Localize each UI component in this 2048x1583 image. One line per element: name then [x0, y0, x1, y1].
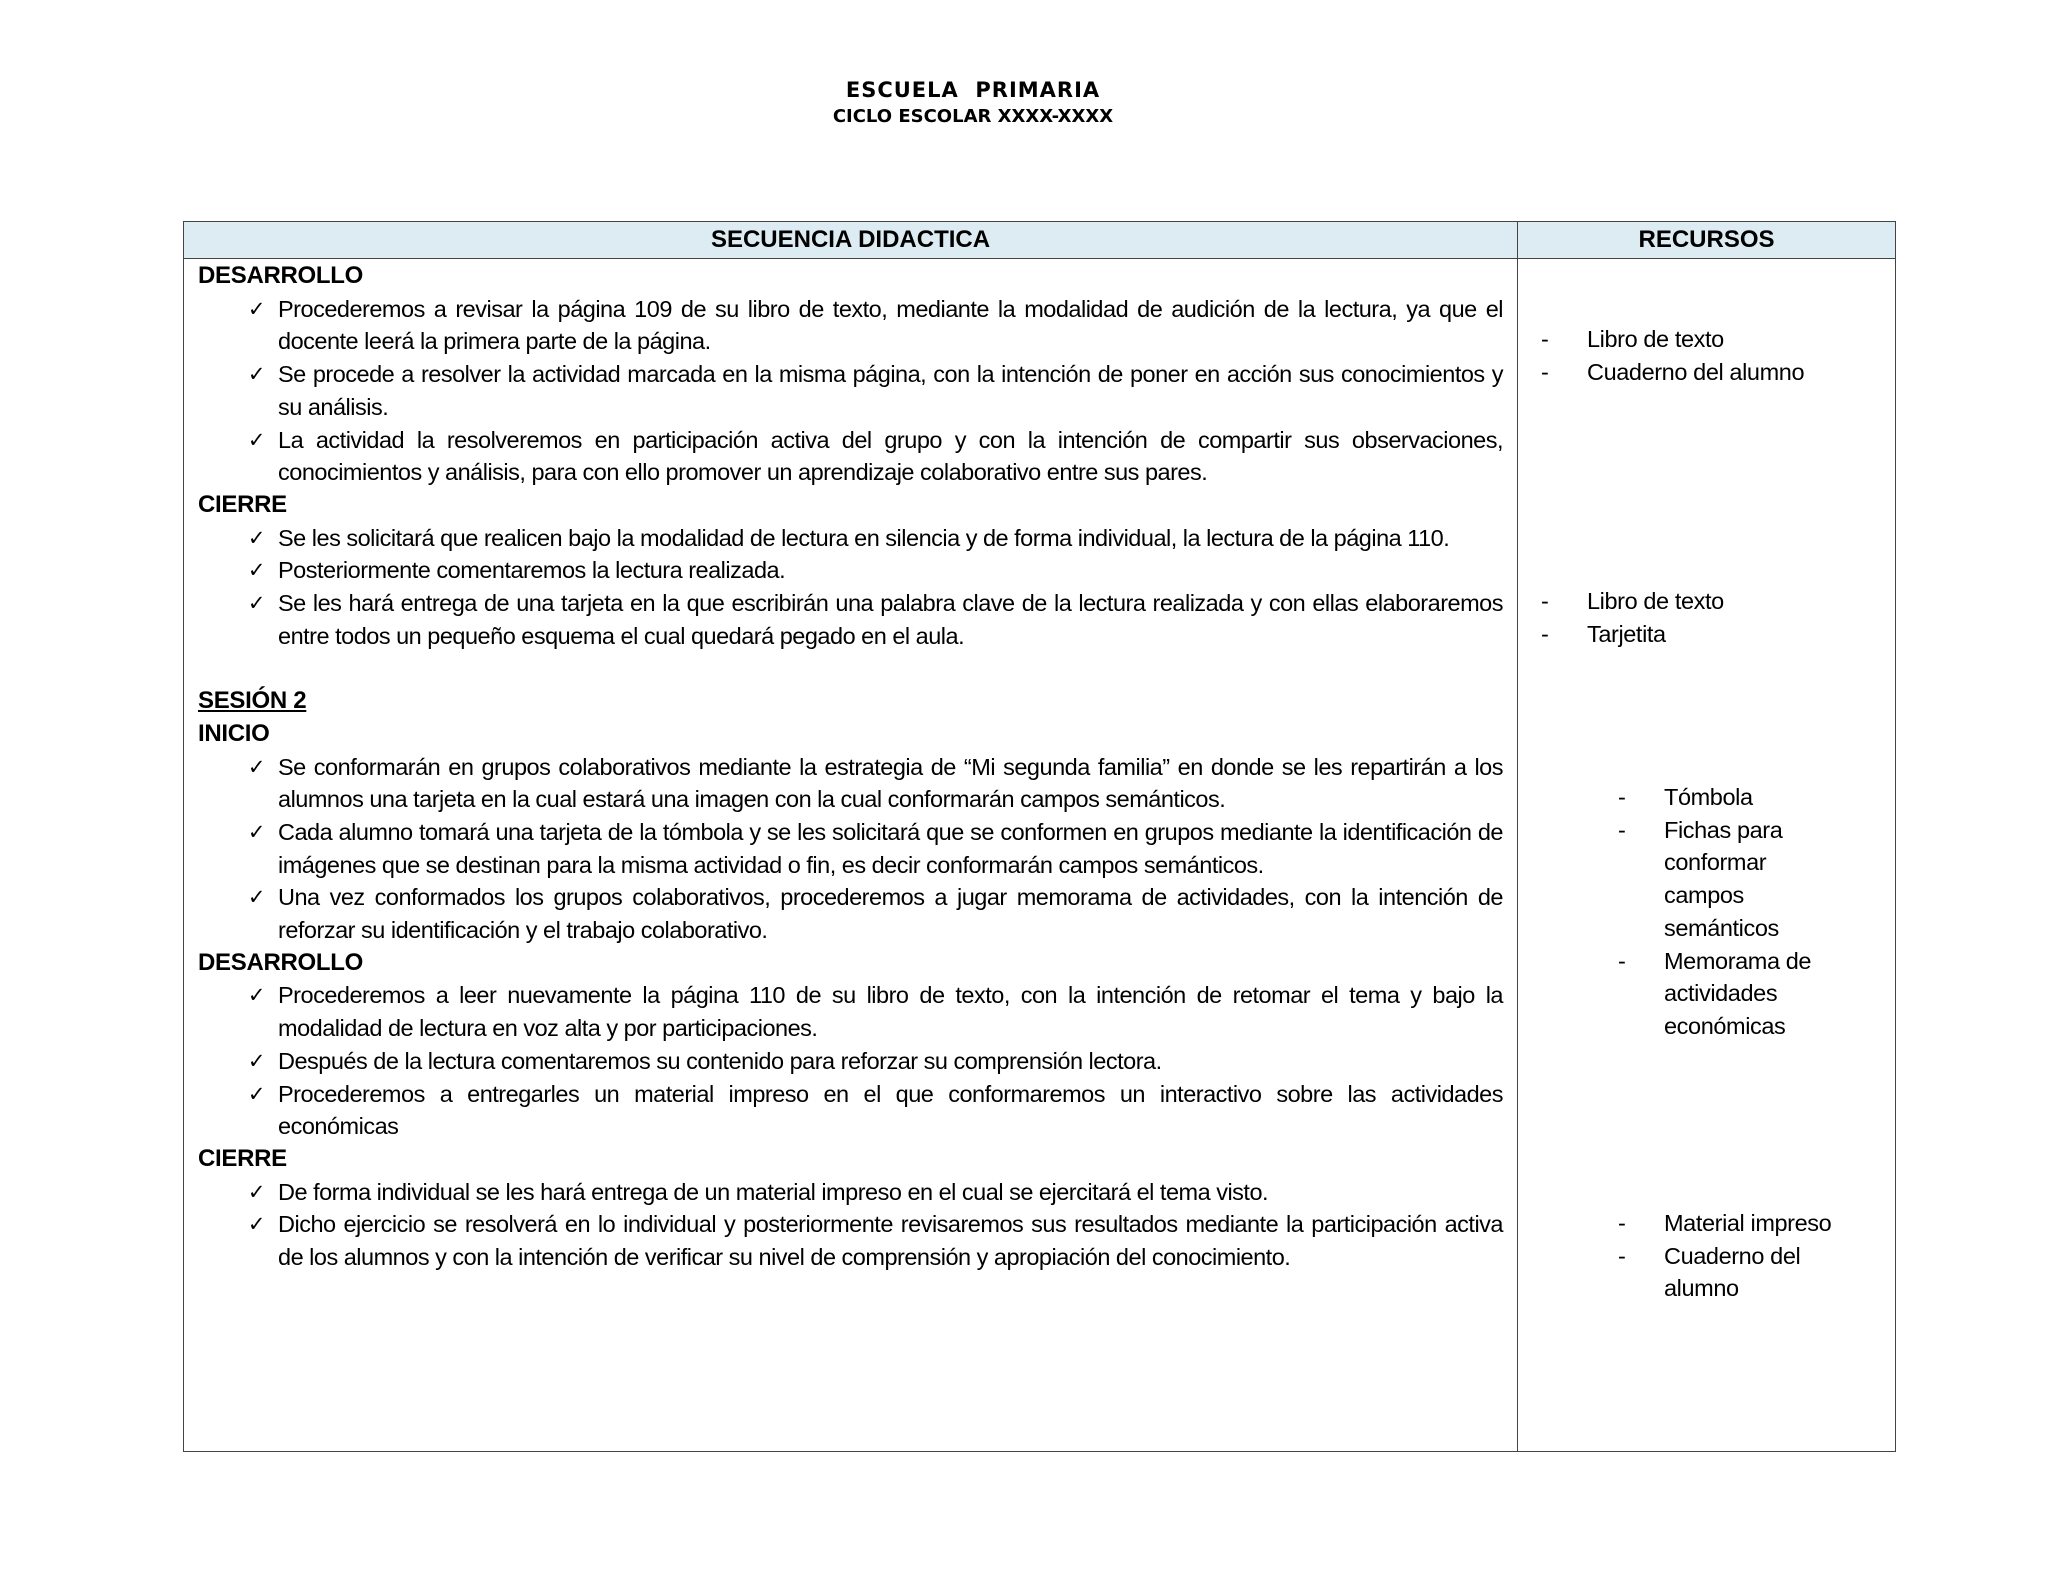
- resources-content: [1518, 259, 1895, 1451]
- section-heading-desarrollo: DESARROLLO: [198, 262, 364, 289]
- list-item-text: Se les hará entrega de una tarjeta en la que escribirán una palabra clave de la lectura realizada y con ellas elaboraremos entre todos un pequeño esquema el cual quedará pegado en el aula.: [278, 590, 1503, 649]
- list-item: [198, 751, 1503, 816]
- check-icon: ✓: [247, 1048, 265, 1073]
- resource-label: Libro de texto: [1587, 588, 1724, 614]
- resource-label: Cuaderno del alumno: [1587, 358, 1805, 385]
- resource-label: Libro de texto: [1587, 326, 1724, 352]
- resource-item: [1618, 1240, 1843, 1305]
- dash-bullet: -: [1618, 947, 1626, 974]
- dash-bullet: -: [1541, 588, 1549, 614]
- resource-item: [1541, 585, 1881, 618]
- check-icon: ✓: [247, 819, 265, 844]
- check-icon: ✓: [247, 525, 265, 550]
- list-item: [198, 1078, 1503, 1143]
- check-icon: ✓: [247, 885, 265, 910]
- section-heading-cierre: CIERRE: [198, 490, 287, 518]
- resource-label: Cuaderno del alumno: [1664, 1242, 1801, 1302]
- list-item-text: Dicho ejercicio se resolverá en lo individual y posteriormente revisaremos sus resultados mediante la participación activa de los alumnos y con la intención de verificar su nivel de comprensión y apropiación del conocimiento.: [278, 1211, 1503, 1271]
- page-header: [0, 76, 1946, 130]
- check-icon: ✓: [247, 591, 265, 616]
- list-item-text: Se les solicitará que realicen bajo la modalidad de lectura en silencia y de forma individual, la lectura de la página 110.: [278, 524, 1450, 551]
- section-heading-cierre: CIERRE: [198, 1144, 287, 1172]
- check-icon: ✓: [247, 983, 265, 1008]
- dash-bullet: -: [1541, 620, 1549, 647]
- list-item-text: Se conformarán en grupos colaborativos mediante la estrategia de “Mi segunda familia” en donde se les repartirán a los alumnos una tarjeta en la cual estará una imagen con la cual conformarán campos semánticos.: [278, 753, 1503, 813]
- table-body-row: [184, 259, 1896, 1452]
- sequence-cell: [184, 259, 1518, 1452]
- section-heading-desarrollo: DESARROLLO: [198, 948, 364, 976]
- school-cycle: CICLO ESCOLAR XXXX-XXXX: [832, 106, 1114, 127]
- resource-item: [1618, 814, 1843, 945]
- resource-label: Material impreso: [1664, 1210, 1832, 1236]
- list-item: [198, 979, 1503, 1044]
- check-icon: ✓: [247, 427, 265, 452]
- list-item-text: Después de la lectura comentaremos su contenido para reforzar su comprensión lectora.: [278, 1047, 1162, 1074]
- column-header-resources: RECURSOS: [1518, 222, 1896, 259]
- session-heading: SESIÓN 2: [198, 687, 307, 715]
- list-item: [198, 424, 1503, 489]
- dash-bullet: -: [1618, 784, 1626, 810]
- list-item-text: Cada alumno tomará una tarjeta de la tómbola y se les solicitará que se conformen en grupos mediante la identificación de imágenes que se destinan para la misma actividad o fin, es decir conformarán campos semánticos.: [278, 818, 1503, 878]
- school-name: ESCUELA PRIMARIA: [845, 78, 1101, 102]
- list-item: [198, 587, 1503, 652]
- list-item: [198, 358, 1503, 423]
- check-icon: ✓: [247, 296, 265, 321]
- resource-item: [1541, 323, 1881, 356]
- list-item-text: De forma individual se les hará entrega de un material impreso en el cual se ejercitará el tema visto.: [278, 1178, 1269, 1205]
- resource-item: [1618, 1207, 1843, 1240]
- resource-group: [1618, 1207, 1843, 1305]
- list-item: [198, 1208, 1503, 1273]
- resource-label: Tómbola: [1664, 784, 1753, 810]
- sequence-content: [184, 259, 1517, 1274]
- resource-item: [1541, 618, 1881, 651]
- resource-item: [1541, 356, 1881, 389]
- resource-label: Memorama de actividades económicas: [1664, 947, 1812, 1039]
- list-item-text: Una vez conformados los grupos colaborativos, procederemos a jugar memorama de actividades, con la intención de reforzar su identificación y el trabajo colaborativo.: [278, 884, 1503, 944]
- check-icon: ✓: [247, 754, 265, 779]
- resource-group: [1541, 585, 1881, 650]
- list-item: [198, 1176, 1503, 1209]
- resources-cell: [1518, 259, 1896, 1452]
- lesson-plan-table: [183, 221, 1896, 1452]
- section-heading-inicio: INICIO: [198, 719, 270, 747]
- list-item: [198, 1045, 1503, 1078]
- list-item-text: Se procede a resolver la actividad marcada en la misma página, con la intención de poner en acción sus conocimientos y su análisis.: [278, 361, 1503, 420]
- list-item: [198, 522, 1503, 555]
- check-icon: ✓: [247, 1179, 265, 1204]
- dash-bullet: -: [1618, 1242, 1626, 1269]
- list-item: [198, 881, 1503, 946]
- list-item-text: Procederemos a revisar la página 109 de su libro de texto, mediante la modalidad de audición de la lectura, ya que el docente leerá la primera parte de la página.: [278, 295, 1503, 355]
- list-item: [198, 554, 1503, 587]
- check-icon: ✓: [247, 362, 265, 387]
- resource-group: [1541, 323, 1881, 388]
- resource-item: [1618, 945, 1843, 1043]
- check-icon: ✓: [247, 1212, 265, 1237]
- dash-bullet: -: [1541, 326, 1549, 352]
- check-icon: ✓: [247, 1081, 265, 1106]
- dash-bullet: -: [1541, 358, 1549, 385]
- list-item-text: Posteriormente comentaremos la lectura realizada.: [278, 557, 786, 584]
- table-header-row: [184, 222, 1896, 259]
- resource-group: [1618, 781, 1843, 1043]
- list-item-text: Procederemos a leer nuevamente la página 110 de su libro de texto, con la intención de retomar el tema y bajo la modalidad de lectura en voz alta y por participaciones.: [278, 982, 1503, 1042]
- list-item: [198, 293, 1503, 358]
- dash-bullet: -: [1618, 1210, 1626, 1236]
- list-item-text: Procederemos a entregarles un material impreso en el que conformaremos un interactivo sobre las actividades económicas: [278, 1080, 1503, 1140]
- check-icon: ✓: [247, 558, 265, 583]
- resource-label: Fichas para conformar campos semánticos: [1664, 816, 1783, 941]
- list-item: [198, 816, 1503, 881]
- column-header-sequence: SECUENCIA DIDACTICA: [184, 222, 1518, 259]
- spacer: [198, 652, 1503, 685]
- resource-label: Tarjetita: [1587, 620, 1666, 647]
- list-item-text: La actividad la resolveremos en participación activa del grupo y con la intención de compartir sus observaciones, conocimientos y análisis, para con ello promover un aprendizaje colaborativo entre sus pares.: [278, 426, 1503, 486]
- resource-item: [1618, 781, 1843, 814]
- dash-bullet: -: [1618, 816, 1626, 843]
